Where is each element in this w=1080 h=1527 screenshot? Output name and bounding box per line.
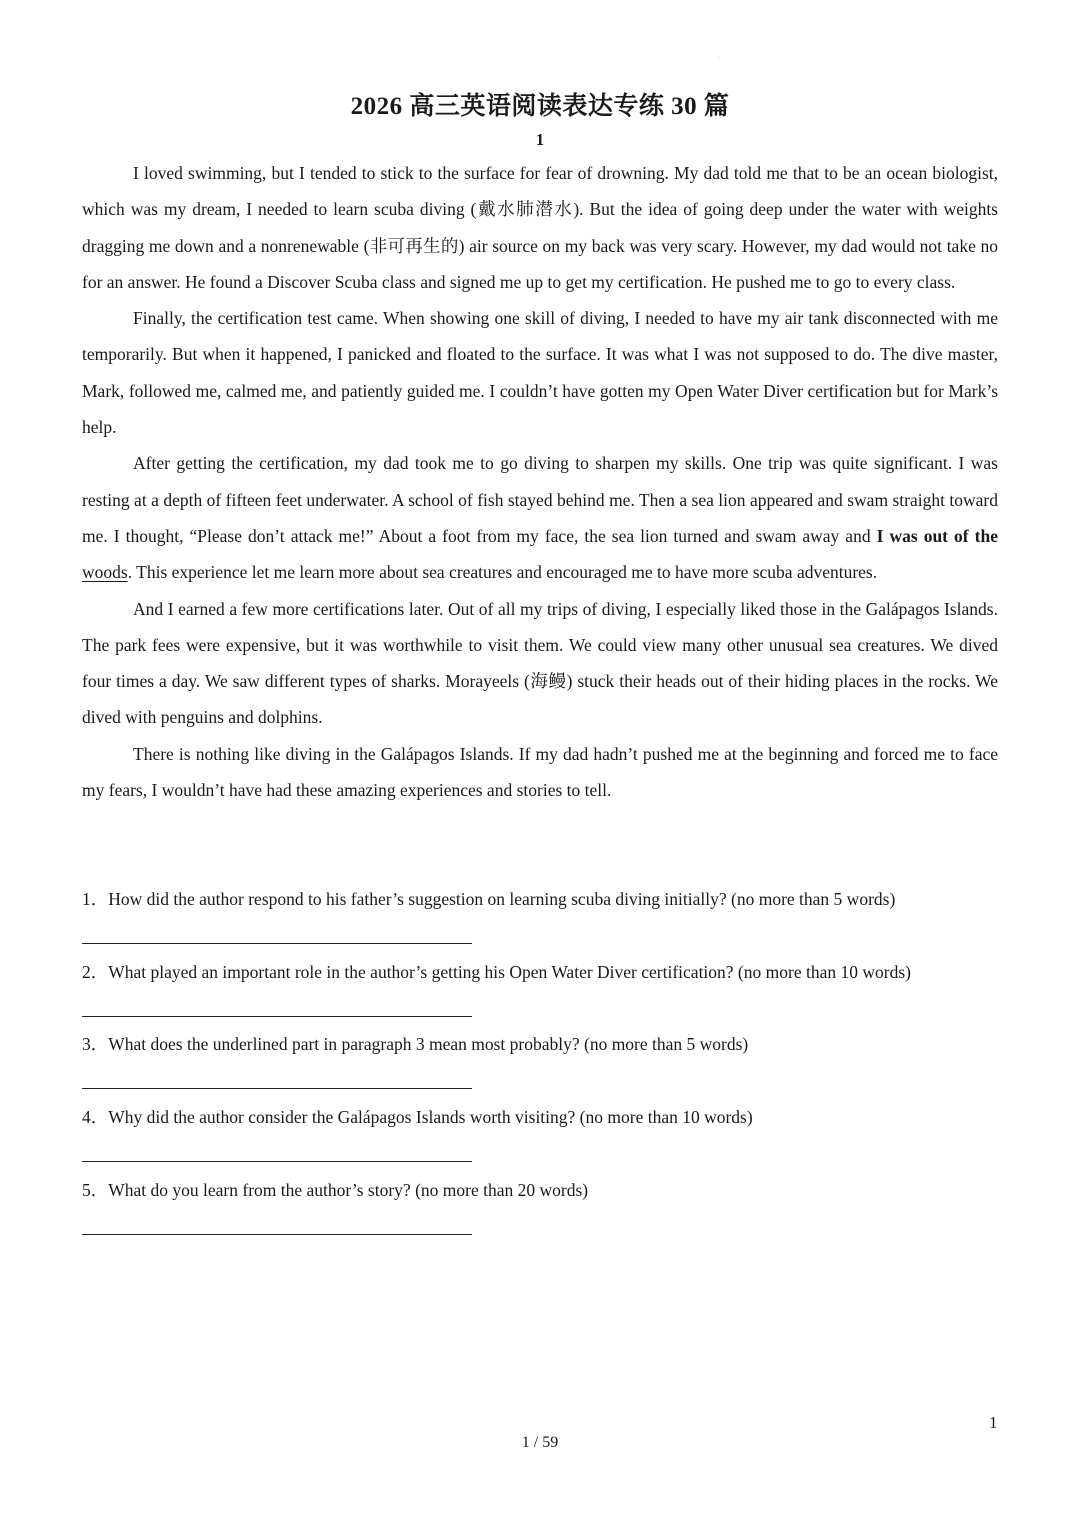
- page-title: 2026 高三英语阅读表达专练 30 篇: [350, 93, 730, 120]
- question-item: [82, 1025, 1012, 1098]
- question-body: What played an important role in the author’s getting his Open Water Diver certification? (no more than 10 words): [108, 961, 911, 982]
- paragraph-text: I loved swimming, but I tended to stick to the surface for fear of drowning. My dad told me that to be an ocean biologist, which was my dream, I needed to learn scuba diving (戴水肺潜水). But the idea of going deep under the water with weights dragging me down and a nonrenewable (非可再生的) air source on my back was very scary. However, my dad would not take no for an answer. He found a Discover Scuba class and signed me up to get my certification. He pushed me to go to every class.: [82, 163, 998, 292]
- question-item: [82, 1098, 1012, 1171]
- passage-number: 1: [535, 130, 545, 149]
- paragraph: [82, 736, 998, 809]
- answer-line[interactable]: [82, 943, 472, 944]
- bold-phrase: I was out of the: [876, 525, 998, 546]
- paragraph-text: There is nothing like diving in the Galápagos Islands. If my dad hadn’t pushed me at the beginning and forced me to face my fears, I wouldn’t have had these amazing experiences and stories to tell.: [82, 743, 998, 801]
- paragraph: [82, 445, 998, 590]
- underlined-phrase: woods: [82, 562, 128, 583]
- question-body: How did the author respond to his father’s suggestion on learning scuba diving initially? (no more than 5 words): [108, 889, 896, 909]
- question-text: [82, 880, 1012, 918]
- paragraph-text: . This experience let me learn more about sea creatures and encouraged me to have more scuba adventures.: [127, 562, 878, 583]
- paragraph: [82, 155, 998, 300]
- answer-line[interactable]: [82, 1016, 472, 1017]
- question-number: 5．: [82, 1179, 109, 1200]
- page-number: 1: [989, 1413, 998, 1432]
- paragraph-text: Finally, the certification test came. When showing one skill of diving, I needed to have my air tank disconnected with me temporarily. But when it happened, I panicked and floated to the surface. It was what I was not supposed to do. The dive master, Mark, followed me, calmed me, and patiently guided me. I couldn’t have gotten my Open Water Diver certification but for Mark’s help.: [82, 308, 998, 438]
- paragraph-text: And I earned a few more certifications later. Out of all my trips of diving, I especially liked those in the Galápagos Islands. The park fees were expensive, but it was worthwhile to visit them. We could view many other unusual sea creatures. We dived four times a day. We saw different types of sharks. Morayeels (海鳗) stuck their heads out of their hiding places in the rocks. We dived with penguins and dolphins.: [82, 598, 998, 728]
- question-item: [82, 1171, 1012, 1244]
- question-body: Why did the author consider the Galápagos Islands worth visiting? (no more than 10 words): [108, 1107, 753, 1128]
- question-number: 2．: [82, 961, 109, 982]
- page-indicator: 1 / 59: [521, 1434, 559, 1451]
- paragraph: [82, 591, 998, 736]
- question-item: [82, 953, 1012, 1026]
- answer-line[interactable]: [82, 1234, 472, 1235]
- corner-mark: :: [718, 56, 720, 62]
- paragraph: [82, 300, 998, 445]
- question-text: [82, 1025, 1012, 1063]
- question-number: 3．: [82, 1034, 109, 1055]
- question-text: [82, 953, 1012, 991]
- question-number: 1．: [82, 889, 109, 909]
- question-list: [82, 880, 1012, 1243]
- answer-line[interactable]: [82, 1161, 472, 1162]
- question-number: 4．: [82, 1107, 109, 1128]
- question-body: What do you learn from the author’s story? (no more than 20 words): [108, 1179, 589, 1200]
- question-text: [82, 1098, 1012, 1136]
- reading-passage: [82, 155, 998, 808]
- question-text: [82, 1171, 1012, 1209]
- paragraph-text: After getting the certification, my dad took me to go diving to sharpen my skills. One trip was quite significant. I was resting at a depth of fifteen feet underwater. A school of fish stayed behind me. Then a sea lion appeared and swam straight toward me. I thought, “Please don’t attack me!” About a foot from my face, the sea lion turned and swam away and: [82, 453, 998, 546]
- question-item: [82, 880, 1012, 953]
- question-body: What does the underlined part in paragraph 3 mean most probably? (no more than 5 words): [108, 1034, 749, 1055]
- answer-line[interactable]: [82, 1088, 472, 1089]
